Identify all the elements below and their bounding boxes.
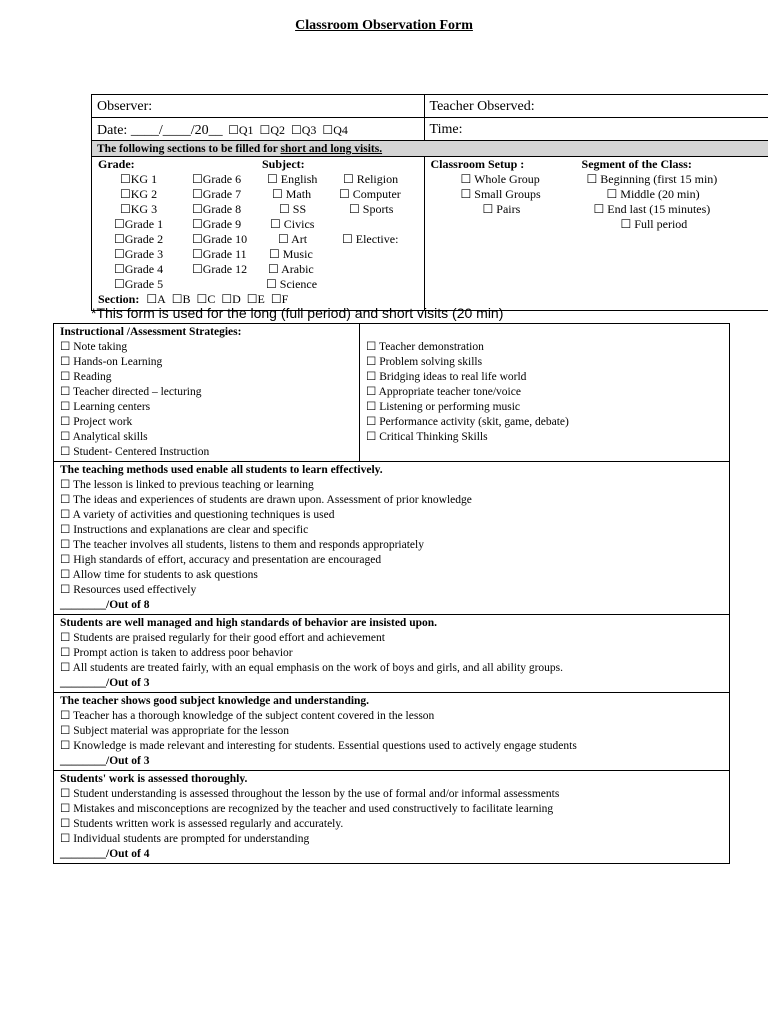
checkbox-icon[interactable]: ☐ <box>60 710 73 722</box>
checkbox-icon[interactable]: ☐ <box>171 292 183 306</box>
subject-option-label: SS <box>292 202 307 216</box>
checkbox-icon[interactable]: ☐ <box>460 187 475 201</box>
strategy-label: Learning centers <box>73 401 151 413</box>
criteria-label: The ideas and experiences of students are drawn upon. Assessment of prior knowledge <box>72 494 472 506</box>
strategies-left-column <box>54 324 360 461</box>
subject-option[interactable] <box>269 247 313 262</box>
segment-option-label: Beginning (first 15 min) <box>600 172 718 186</box>
subject-option[interactable] <box>342 232 398 247</box>
checkbox-icon[interactable]: ☐ <box>269 247 283 261</box>
criteria-item[interactable] <box>60 538 724 553</box>
date-field[interactable] <box>92 118 425 140</box>
checkbox-icon[interactable]: ☐ <box>60 740 74 752</box>
checkbox-icon[interactable]: ☐ <box>60 539 73 551</box>
criteria-item[interactable] <box>60 646 724 661</box>
subject-option-label: Math <box>285 187 312 201</box>
criteria-item[interactable] <box>60 553 724 568</box>
subject-option-label: Sports <box>362 202 394 216</box>
strategies-section <box>54 324 729 461</box>
grade-option[interactable] <box>192 202 241 217</box>
shaded-instruction: The following sections to be filled for short and long visits. <box>92 141 768 156</box>
criteria-label: Mistakes and misconceptions are recognized by the teacher and used constructively to facilitate learning <box>73 803 554 815</box>
setup-option[interactable] <box>483 202 521 217</box>
strategy-label: Listening or performing music <box>379 401 521 413</box>
observation-table <box>53 323 730 864</box>
checkbox-icon[interactable]: ☐ <box>342 232 356 246</box>
checkbox-icon[interactable]: ☐ <box>60 524 74 536</box>
checkbox-icon[interactable]: ☐ <box>60 509 73 521</box>
checkbox-icon[interactable]: ☐ <box>60 371 74 383</box>
strategy-label: Teacher directed – lecturing <box>72 386 202 398</box>
grade-option-label: Grade 12 <box>202 262 248 276</box>
strategy-item[interactable] <box>60 385 354 400</box>
grade-option-label: Grade 2 <box>124 232 164 246</box>
criteria-section <box>54 770 729 863</box>
subject-option[interactable] <box>343 172 398 187</box>
grade-subject-cell <box>92 157 425 310</box>
grade-option[interactable] <box>114 277 163 292</box>
criteria-item[interactable] <box>60 787 724 802</box>
criteria-item[interactable] <box>60 817 724 832</box>
checkbox-icon[interactable]: ☐ <box>221 292 233 306</box>
segment-option-label: End last (15 minutes) <box>607 202 711 216</box>
criteria-label: Students written work is assessed regularly and accurately. <box>73 818 344 830</box>
grade-label: Grade: <box>98 157 135 171</box>
checkbox-icon[interactable]: ☐ <box>192 172 203 186</box>
score-field[interactable]: ________/Out of 8 <box>60 599 150 611</box>
setup-label: Classroom Setup : <box>430 157 525 171</box>
grade-option[interactable] <box>114 262 163 277</box>
checkbox-icon[interactable]: ☐ <box>270 292 282 306</box>
segment-label: Segment of the Class: <box>581 157 692 171</box>
grade-option[interactable] <box>114 217 163 232</box>
strategy-item[interactable] <box>366 370 724 385</box>
checkbox-icon[interactable]: ☐ <box>60 818 74 830</box>
checkbox-icon[interactable]: ☐ <box>114 232 125 246</box>
setup-segment-cell <box>425 157 768 310</box>
criteria-item[interactable] <box>60 802 724 817</box>
checkbox-icon[interactable]: ☐ <box>366 341 379 353</box>
strategy-item[interactable] <box>60 430 354 445</box>
checkbox-icon[interactable]: ☐ <box>266 277 280 291</box>
criteria-section <box>54 692 729 770</box>
checkbox-icon[interactable]: ☐ <box>270 217 284 231</box>
criteria-label: Individual students are prompted for understanding <box>73 833 310 845</box>
checkbox-icon[interactable]: ☐ <box>114 277 125 291</box>
section-heading: Students are well managed and high standards of behavior are insisted upon. <box>60 617 438 629</box>
checkbox-icon[interactable]: ☐ <box>60 662 73 674</box>
checkbox-icon[interactable]: ☐ <box>146 292 158 306</box>
strategy-label: Reading <box>73 371 112 383</box>
quarter-checkbox-2[interactable]: ☐ Q2 <box>260 123 285 137</box>
section-option[interactable] <box>221 292 240 306</box>
grade-option-label: Grade 10 <box>202 232 248 246</box>
checkbox-icon[interactable]: ☐ <box>366 386 379 398</box>
grade-option[interactable] <box>192 232 247 247</box>
checkbox-icon[interactable]: ☐ <box>60 569 73 581</box>
criteria-item[interactable] <box>60 493 724 508</box>
grade-option-label: KG 2 <box>130 187 158 201</box>
checkbox-icon[interactable]: ☐ <box>60 446 74 458</box>
score-field[interactable]: ________/Out of 3 <box>60 677 150 689</box>
criteria-label: The lesson is linked to previous teaching or learning <box>72 479 314 491</box>
criteria-label: All students are treated fairly, with an equal emphasis on the work of boys and girls, and all ability groups. <box>72 662 564 674</box>
section-heading: The teacher shows good subject knowledge and understanding. <box>60 695 370 707</box>
subject-option-label: English <box>280 172 318 186</box>
strategy-item[interactable] <box>366 400 724 415</box>
setup-option-label: Pairs <box>496 202 521 216</box>
subject-option[interactable] <box>267 172 317 187</box>
grade-option-label: KG 1 <box>130 172 158 186</box>
grade-option[interactable] <box>192 247 247 262</box>
section-option-label: C <box>207 292 216 306</box>
section-heading: Students' work is assessed thoroughly. <box>60 773 248 785</box>
criteria-label: Allow time for students to ask questions <box>72 569 258 581</box>
grade-option-label: Grade 6 <box>202 172 242 186</box>
section-option[interactable] <box>247 292 265 306</box>
strategy-label: Analytical skills <box>72 431 148 443</box>
strategy-label: Performance activity (skit, game, debate) <box>379 416 569 428</box>
checkbox-icon[interactable]: ☐ <box>192 232 203 246</box>
section-option-label: B <box>182 292 191 306</box>
criteria-section <box>54 461 729 614</box>
criteria-label: Prompt action is taken to address poor behavior <box>73 647 293 659</box>
grade-option-label: Grade 9 <box>202 217 242 231</box>
subject-option-label: Computer <box>352 187 401 201</box>
grade-option[interactable] <box>120 172 157 187</box>
strategy-item[interactable] <box>60 445 354 460</box>
grade-option[interactable] <box>114 247 163 262</box>
score-field[interactable]: ________/Out of 4 <box>60 848 150 860</box>
grade-option[interactable] <box>192 262 247 277</box>
observer-field[interactable]: Observer: <box>92 95 425 117</box>
checkbox-icon[interactable]: ☐ <box>192 262 203 276</box>
setup-option-label: Whole Group <box>474 172 540 186</box>
criteria-label: Instructions and explanations are clear and specific <box>73 524 309 536</box>
segment-option[interactable] <box>607 187 700 202</box>
grade-option[interactable] <box>192 187 241 202</box>
strategy-item[interactable] <box>366 385 724 400</box>
strategy-label: Appropriate teacher tone/voice <box>378 386 521 398</box>
strategy-label: Problem solving skills <box>379 356 483 368</box>
checkbox-icon[interactable]: ☐ <box>267 172 281 186</box>
criteria-item[interactable] <box>60 583 724 598</box>
header-table <box>91 94 768 311</box>
checkbox-icon[interactable]: ☐ <box>460 172 475 186</box>
criteria-item[interactable] <box>60 523 724 538</box>
checkbox-icon[interactable]: ☐ <box>606 187 621 201</box>
checkbox-icon[interactable]: ☐ <box>60 401 74 413</box>
setup-option-label: Small Groups <box>474 187 541 201</box>
criteria-item[interactable] <box>60 631 724 646</box>
subject-option-label: Art <box>291 232 308 246</box>
grade-option[interactable] <box>114 232 163 247</box>
strategy-label: Project work <box>73 416 133 428</box>
strategy-item[interactable] <box>366 430 724 445</box>
checkbox-icon[interactable]: ☐ <box>60 341 74 353</box>
section-option-label: E <box>257 292 265 306</box>
subject-option-label: Religion <box>356 172 399 186</box>
strategies-right-column <box>360 324 729 461</box>
strategy-item[interactable] <box>366 340 724 355</box>
quarter-checkbox-4[interactable]: ☐ Q4 <box>322 123 347 137</box>
subject-option[interactable] <box>272 187 311 202</box>
grade-option[interactable] <box>192 172 241 187</box>
criteria-label: Knowledge is made relevant and interesting for students. Essential questions used to actively engage students <box>73 740 577 752</box>
time-field[interactable]: Time: <box>425 118 768 140</box>
checkbox-icon[interactable]: ☐ <box>114 217 125 231</box>
strategy-item[interactable] <box>60 400 354 415</box>
checkbox-icon[interactable]: ☐ <box>620 217 635 231</box>
checkbox-icon[interactable]: ☐ <box>272 187 286 201</box>
checkbox-icon[interactable]: ☐ <box>279 202 293 216</box>
section-option-label: A <box>157 292 166 306</box>
subject-option[interactable] <box>268 262 314 277</box>
checkbox-icon[interactable]: ☐ <box>366 401 380 413</box>
section-option-label: F <box>281 292 289 306</box>
segment-option[interactable] <box>621 217 688 232</box>
section-label: Section: <box>98 292 140 306</box>
strategy-label: Critical Thinking Skills <box>379 431 488 443</box>
section-option[interactable] <box>197 292 216 306</box>
criteria-label: The teacher involves all students, listens to them and responds appropriately <box>72 539 424 551</box>
segment-option-label: Full period <box>634 217 688 231</box>
quarter-checkbox-1[interactable]: ☐ Q1 <box>228 123 253 137</box>
page-title: Classroom Observation Form <box>295 18 473 33</box>
checkbox-icon[interactable]: ☐ <box>114 247 125 261</box>
checkbox-icon[interactable]: ☐ <box>114 262 125 276</box>
subject-option-label: Arabic <box>281 262 314 276</box>
checkbox-icon[interactable]: ☐ <box>60 584 74 596</box>
checkbox-icon[interactable]: ☐ <box>482 202 497 216</box>
checkbox-icon[interactable]: ☐ <box>593 202 608 216</box>
date-row <box>92 118 768 141</box>
checkbox-icon[interactable]: ☐ <box>366 371 380 383</box>
section-option[interactable] <box>172 292 191 306</box>
grade-option-label: Grade 4 <box>124 262 164 276</box>
strategy-label: Teacher demonstration <box>378 341 484 353</box>
segment-option[interactable] <box>587 172 718 187</box>
grade-option[interactable] <box>192 217 241 232</box>
checkbox-icon[interactable]: ☐ <box>60 788 74 800</box>
strategy-label: Bridging ideas to real life world <box>379 371 527 383</box>
grade-option-label: Grade 8 <box>202 202 242 216</box>
checkbox-icon[interactable]: ☐ <box>120 172 131 186</box>
section-option[interactable] <box>146 292 165 306</box>
checkbox-icon[interactable]: ☐ <box>60 647 74 659</box>
grade-option[interactable] <box>120 202 157 217</box>
criteria-item[interactable] <box>60 508 724 523</box>
grade-option-label: KG 3 <box>130 202 158 216</box>
criteria-label: Students are praised regularly for their good effort and achievement <box>73 632 385 644</box>
strategy-label: Note taking <box>73 341 128 353</box>
checkbox-icon[interactable]: ☐ <box>120 202 131 216</box>
date-label: Date: ____/____/20__ <box>97 123 223 138</box>
checkbox-icon[interactable]: ☐ <box>339 187 353 201</box>
checkbox-icon[interactable]: ☐ <box>192 202 203 216</box>
subject-option[interactable] <box>278 232 307 247</box>
quarter-checkbox-3[interactable]: ☐ Q3 <box>291 123 316 137</box>
criteria-item[interactable] <box>60 724 724 739</box>
observer-row <box>92 95 768 118</box>
checkbox-icon[interactable]: ☐ <box>60 356 74 368</box>
criteria-item[interactable] <box>60 478 724 493</box>
checkbox-icon[interactable]: ☐ <box>366 356 380 368</box>
checkbox-icon[interactable]: ☐ <box>196 292 208 306</box>
checkbox-icon[interactable]: ☐ <box>349 202 363 216</box>
teacher-observed-field[interactable]: Teacher Observed: <box>425 95 768 117</box>
checkbox-icon[interactable]: ☐ <box>120 187 131 201</box>
subject-option[interactable] <box>279 202 306 217</box>
section-heading: The teaching methods used enable all students to learn effectively. <box>60 464 383 476</box>
subject-option-label: Music <box>282 247 313 261</box>
checkbox-icon[interactable]: ☐ <box>60 494 73 506</box>
criteria-label: Teacher has a thorough knowledge of the subject content covered in the lesson <box>72 710 435 722</box>
strategy-label: Hands-on Learning <box>73 356 163 368</box>
segment-option[interactable] <box>594 202 711 217</box>
checkbox-icon[interactable]: ☐ <box>60 725 74 737</box>
checkbox-icon[interactable]: ☐ <box>366 416 380 428</box>
criteria-item[interactable] <box>60 739 724 754</box>
grade-option-label: Grade 1 <box>124 217 164 231</box>
checkbox-icon[interactable]: ☐ <box>366 431 380 443</box>
criteria-label: Resources used effectively <box>73 584 197 596</box>
subject-option[interactable] <box>270 217 314 232</box>
strategy-item[interactable] <box>366 415 724 430</box>
segment-option-label: Middle (20 min) <box>620 187 700 201</box>
criteria-item[interactable] <box>60 709 724 724</box>
strategies-heading: Instructional /Assessment Strategies: <box>60 326 242 338</box>
subject-option[interactable] <box>339 187 401 202</box>
shaded-row <box>92 141 768 157</box>
subject-label: Subject: <box>262 157 305 171</box>
criteria-label: Subject material was appropriate for the lesson <box>73 725 290 737</box>
checkbox-icon[interactable]: ☐ <box>60 386 73 398</box>
setup-option[interactable] <box>461 172 540 187</box>
subject-option-label: Science <box>279 277 318 291</box>
strategy-item[interactable] <box>366 355 724 370</box>
section-option[interactable] <box>271 292 288 306</box>
grade-option-label: Grade 3 <box>124 247 164 261</box>
checkbox-icon[interactable]: ☐ <box>60 479 73 491</box>
section-option-label: D <box>232 292 241 306</box>
options-row <box>92 157 768 311</box>
subject-option-label: Elective: <box>355 232 399 246</box>
strategy-item[interactable] <box>60 370 354 385</box>
strategy-item[interactable] <box>60 355 354 370</box>
strategy-item[interactable] <box>60 415 354 430</box>
checkbox-icon[interactable]: ☐ <box>60 803 74 815</box>
grade-option-label: Grade 5 <box>124 277 164 291</box>
criteria-label: High standards of effort, accuracy and presentation are encouraged <box>73 554 382 566</box>
checkbox-icon[interactable]: ☐ <box>60 431 73 443</box>
criteria-item[interactable] <box>60 661 724 676</box>
grade-option[interactable] <box>120 187 157 202</box>
checkbox-icon[interactable]: ☐ <box>60 554 74 566</box>
checkbox-icon[interactable]: ☐ <box>268 262 282 276</box>
checkbox-icon[interactable]: ☐ <box>586 172 601 186</box>
subject-option[interactable] <box>266 277 317 292</box>
score-field[interactable]: ________/Out of 3 <box>60 755 150 767</box>
checkbox-icon[interactable]: ☐ <box>192 247 203 261</box>
checkbox-icon[interactable]: ☐ <box>278 232 292 246</box>
checkbox-icon[interactable]: ☐ <box>343 172 357 186</box>
strategy-label: Student- Centered Instruction <box>73 446 210 458</box>
criteria-item[interactable] <box>60 568 724 583</box>
criteria-item[interactable] <box>60 832 724 847</box>
form-note: *This form is used for the long (full period) and short visits (20 min) <box>91 305 504 321</box>
checkbox-icon[interactable]: ☐ <box>246 292 258 306</box>
strategy-item[interactable] <box>60 340 354 355</box>
criteria-section <box>54 614 729 692</box>
criteria-label: A variety of activities and questioning techniques is used <box>72 509 335 521</box>
subject-option-label: Civics <box>283 217 315 231</box>
grade-option-label: Grade 11 <box>202 247 247 261</box>
checkbox-icon[interactable]: ☐ <box>60 416 74 428</box>
checkbox-icon[interactable]: ☐ <box>192 187 203 201</box>
setup-option[interactable] <box>461 187 541 202</box>
checkbox-icon[interactable]: ☐ <box>192 217 203 231</box>
subject-option[interactable] <box>349 202 393 217</box>
criteria-label: Student understanding is assessed throughout the lesson by the use of formal and/or informal assessments <box>73 788 560 800</box>
checkbox-icon[interactable]: ☐ <box>60 833 74 845</box>
grade-option-label: Grade 7 <box>202 187 242 201</box>
checkbox-icon[interactable]: ☐ <box>60 632 74 644</box>
